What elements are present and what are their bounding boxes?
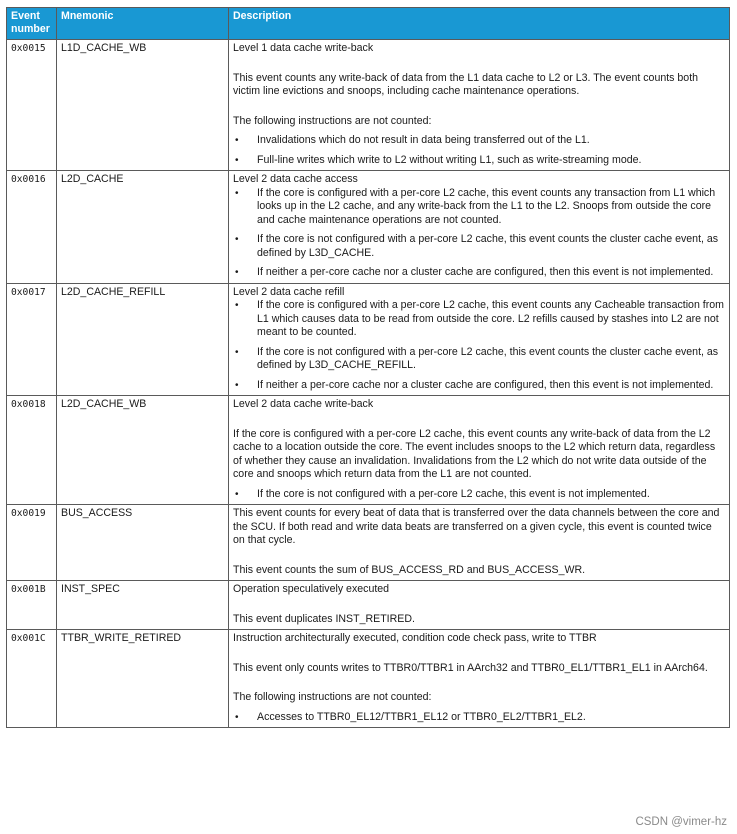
bullet-item: • Accesses to TTBR0_EL12/TTBR1_EL12 or TTBR0_EL2/TTBR1_EL2. [235, 710, 586, 723]
header-event-number: Event number [7, 8, 57, 40]
event-mnemonic: L1D_CACHE_WB [57, 40, 229, 171]
bullet-item: • Invalidations which do not result in data being transferred out of the L1. [235, 134, 590, 146]
description-title: Level 2 data cache access [233, 173, 358, 185]
bullet-icon: • [235, 379, 239, 391]
bullet-icon: • [235, 135, 239, 146]
event-mnemonic: L2D_CACHE [57, 171, 229, 284]
bullet-icon: • [235, 711, 239, 723]
event-description [229, 171, 730, 284]
event-mnemonic: L2D_CACHE_WB [57, 396, 229, 505]
description-paragraph: The following instructions are not counted: [233, 114, 432, 127]
description-title: Level 2 data cache refill [233, 285, 345, 298]
event-description [229, 505, 730, 581]
event-number: 0x001B [7, 581, 57, 630]
event-description [229, 40, 730, 171]
bullet-icon: • [235, 234, 239, 245]
description-paragraph: This event duplicates INST_RETIRED. [233, 612, 415, 625]
bullet-item: • Full-line writes which write to L2 without writing L1, such as write-streaming mode. [235, 153, 642, 166]
event-mnemonic: BUS_ACCESS [57, 505, 229, 581]
table-row [7, 581, 730, 630]
bullet-item: • If the core is not configured with a per-core L2 cache, this event counts the cluster cache event, as defined by L3D_CACHE. [235, 233, 719, 259]
header-mnemonic: Mnemonic [57, 8, 229, 40]
bullet-icon: • [235, 187, 239, 199]
event-number: 0x0015 [7, 40, 57, 171]
pmu-events-table [6, 7, 730, 728]
description-paragraph: If the core is configured with a per-core L2 cache, this event counts any write-back of data from the L2 cache to a location outside the core. The event includes snoops to the L2 which return data, regardless of whether they cause an invalidation. Invalidations from the L2 which do not write data outside of the core and snoops which return data from the L1 are not counted. [233, 427, 716, 480]
event-number: 0x0017 [7, 283, 57, 396]
event-description [229, 581, 730, 630]
event-number: 0x0019 [7, 505, 57, 581]
description-title: Level 2 data cache write-back [233, 398, 374, 410]
description-paragraph: This event counts the sum of BUS_ACCESS_RD and BUS_ACCESS_WR. [233, 563, 586, 576]
table-row [7, 396, 730, 505]
bullet-item: • If the core is configured with a per-core L2 cache, this event counts any Cacheable transaction from L1 which causes data to be read from outside the core. L2 refills caused by stashes into L2 are not meant to be counted. [235, 299, 724, 338]
event-mnemonic: L2D_CACHE_REFILL [57, 283, 229, 396]
bullet-item: • If the core is not configured with a per-core L2 cache, this event is not implemented. [235, 487, 650, 500]
description-paragraph: This event only counts writes to TTBR0/TTBR1 in AArch32 and TTBR0_EL1/TTBR1_EL1 in AArch64. [233, 661, 708, 674]
bullet-list [233, 488, 725, 502]
table-row [7, 40, 730, 171]
event-mnemonic: TTBR_WRITE_RETIRED [57, 630, 229, 728]
table-row [7, 630, 730, 728]
description-paragraph: This event counts any write-back of data from the L1 data cache to L2 or L3. The event counts both victim line evictions and snoops, including cache maintenance operations. [233, 71, 699, 97]
description-title: Instruction architecturally executed, condition code check pass, write to TTBR [233, 632, 597, 644]
header-description: Description [229, 8, 730, 40]
table-row [7, 171, 730, 284]
bullet-list [233, 299, 725, 392]
bullet-icon: • [235, 154, 239, 166]
description-paragraph: This event counts for every beat of data that is transferred over the data channels between the core and the SCU. If both read and write data beats are transferred on a given cycle, this event is counted twice on that cycle. [233, 507, 720, 546]
bullet-list [233, 134, 725, 167]
table-header-row [7, 8, 730, 40]
event-description [229, 283, 730, 396]
bullet-icon: • [235, 346, 239, 358]
bullet-item: • If the core is not configured with a per-core L2 cache, this event counts the cluster cache event, as defined by L3D_CACHE_REFILL. [235, 345, 719, 371]
bullet-icon: • [235, 300, 239, 311]
event-number: 0x0018 [7, 396, 57, 505]
watermark: CSDN @vimer-hz [635, 816, 727, 828]
table-row [7, 505, 730, 581]
description-title: Level 1 data cache write-back [233, 42, 374, 54]
description-paragraph: The following instructions are not counted: [233, 691, 432, 703]
bullet-list [233, 187, 725, 280]
event-description [229, 630, 730, 728]
bullet-icon: • [235, 267, 239, 278]
event-number: 0x001C [7, 630, 57, 728]
table-row [7, 283, 730, 396]
bullet-item: • If neither a per-core cache nor a cluster cache are configured, then this event is not implemented. [235, 378, 714, 391]
bullet-item: • If the core is configured with a per-core L2 cache, this event counts any transaction from L1 which looks up in the L2 cache, and any write-back from the L1 to the L2. Snoops from outside the core and cache maintenance operations are not counted. [235, 186, 716, 226]
event-mnemonic: INST_SPEC [57, 581, 229, 630]
event-number: 0x0016 [7, 171, 57, 284]
bullet-item: • If neither a per-core cache nor a cluster cache are configured, then this event is not implemented. [235, 266, 714, 278]
description-title: Operation speculatively executed [233, 583, 390, 595]
event-description [229, 396, 730, 505]
bullet-icon: • [235, 488, 239, 500]
bullet-list [233, 711, 725, 725]
